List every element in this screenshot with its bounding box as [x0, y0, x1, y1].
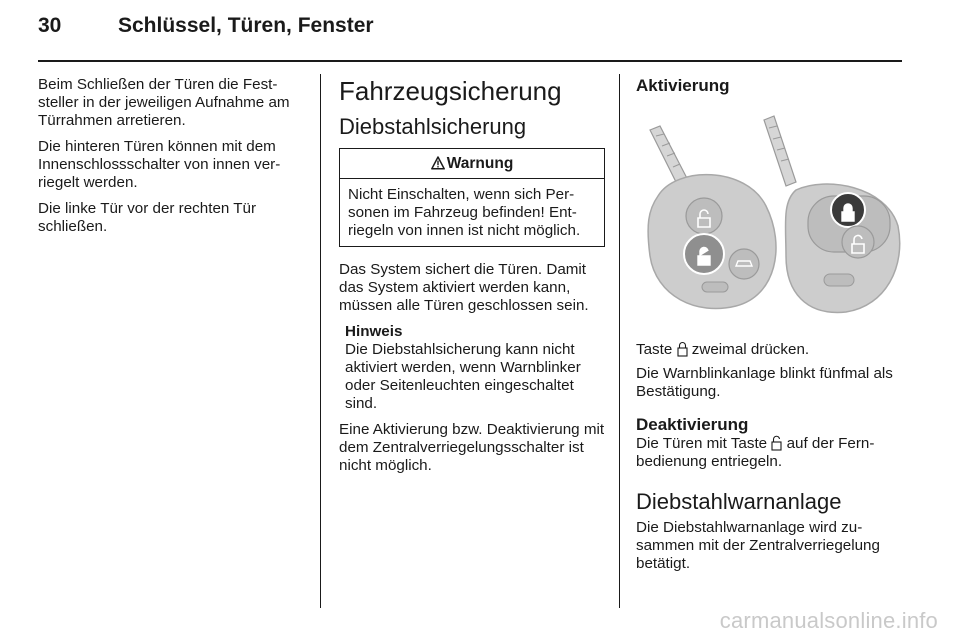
watermark: carmanualsonline.info: [719, 608, 938, 633]
paragraph-door-stoppers: Beim Schließen der Türen die Feststeller in der jeweiligen Aufnahme am Türrahmen arretieren.: [38, 76, 290, 129]
column-right: [636, 76, 906, 581]
section-heading: Fahrzeugsicherung: [339, 76, 562, 106]
warning-title: [340, 149, 604, 179]
lock-icon: [677, 341, 688, 357]
warning-title-text: Warnung: [446, 155, 514, 172]
remote-keys-illustration: [636, 106, 904, 322]
key-blade-right: [764, 116, 796, 186]
activation-confirmation: Die Warnblinkanlage blinkt fünfmal als Bestätigung.: [636, 365, 893, 400]
activation-instruction: [636, 341, 906, 359]
paragraph-system-info: Das System sichert die Türen. Damit das System aktiviert werden kann, müssen alle Türen geschlossen sein.: [339, 261, 589, 314]
column-middle: [339, 76, 605, 483]
header-rule: [38, 60, 902, 62]
unlock-icon: [771, 435, 782, 451]
deactivation-instruction: [636, 435, 906, 471]
column-left: [38, 76, 310, 244]
activation-heading: Aktivierung: [636, 76, 730, 95]
alarm-text: Die Diebstahlwarnanlage wird zusammen mit der Zentralverriegelung betätigt.: [636, 519, 880, 572]
warning-triangle-icon: [431, 156, 445, 170]
note-title: Hinweis: [345, 323, 403, 340]
column-divider-1: [320, 74, 321, 608]
alarm-heading: Diebstahlwarnanlage: [636, 489, 842, 514]
deactivation-heading: Deaktivierung: [636, 415, 749, 434]
page-number: 30: [38, 14, 62, 37]
paragraph-rear-doors: Die hinteren Türen können mit dem Innenschlossschalter von innen verriegelt werden.: [38, 138, 281, 191]
note-text: Die Diebstahlsicherung kann nicht aktiviert werden, wenn Warnblinker oder Seitenleuchten eingeschaltet sind.: [345, 341, 581, 412]
deactivation-text-after: auf der Fernbedienung entriegeln.: [636, 435, 875, 470]
activation-text-after: zweimal drücken.: [691, 341, 810, 358]
paragraph-central-locking: Eine Aktivierung bzw. Deaktivierung mit dem Zentralverriegelungsschalter ist nicht möglich.: [339, 421, 605, 474]
activation-text-before: Taste: [636, 341, 673, 358]
warning-box: [339, 148, 605, 247]
paragraph-door-order: Die linke Tür vor der rechten Tür schließen.: [38, 200, 257, 235]
key-fob-right: [785, 184, 899, 312]
note-block: [339, 323, 605, 413]
column-divider-2: [619, 74, 620, 608]
deactivation-text-before: Die Türen mit Taste: [636, 435, 768, 452]
key-fob-left: [648, 175, 776, 309]
subsection-heading: Diebstahlsicherung: [339, 114, 527, 139]
warning-text: Nicht Einschalten, wenn sich Personen im Fahrzeug befinden! Entriegeln von innen ist nicht möglich.: [348, 186, 581, 239]
chapter-title: Schlüssel, Türen, Fenster: [118, 14, 374, 37]
